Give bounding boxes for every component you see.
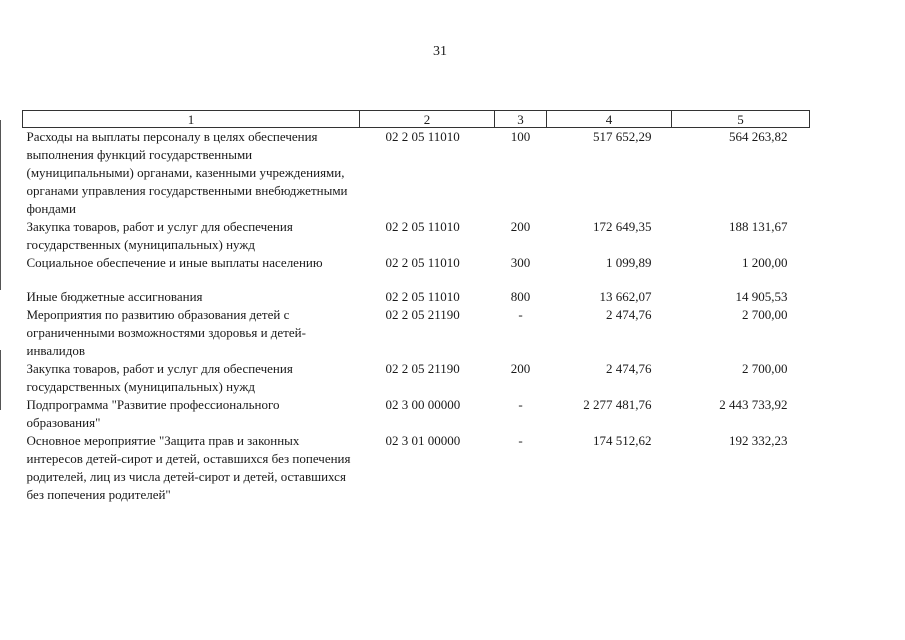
row-code: 02 3 01 00000 xyxy=(385,433,461,448)
column-header: 2 xyxy=(360,111,495,128)
row-name: Подпрограмма "Развитие профессионального образования" xyxy=(26,397,280,430)
row-kind: - xyxy=(518,307,523,322)
page-number: 31 xyxy=(433,44,447,59)
row-kind: - xyxy=(518,433,523,448)
row-kind: 200 xyxy=(510,219,531,234)
row-kind: - xyxy=(518,397,523,412)
row-value-1: 172 649,35 xyxy=(593,219,652,234)
row-name: Расходы на выплаты персоналу в целях обеспечения выполнения функций государственными (муниципальными) органами, казенными учреждениями, органами управления государственными внебюджетными фондами xyxy=(26,129,348,216)
table-row xyxy=(23,306,810,360)
row-code: 02 3 00 00000 xyxy=(385,397,461,412)
row-value-1: 174 512,62 xyxy=(593,433,652,448)
row-code: 02 2 05 21190 xyxy=(385,307,460,322)
row-value-1: 517 652,29 xyxy=(593,129,652,144)
row-value-1: 2 277 481,76 xyxy=(583,397,652,412)
row-name: Основное мероприятие "Защита прав и законных интересов детей-сирот и детей, оставшихся без попечения родителей, лиц из числа детей-сирот и детей, оставшихся без попечения родителей" xyxy=(26,433,351,502)
row-name: Социальное обеспечение и иные выплаты населению xyxy=(26,255,323,270)
table-row xyxy=(23,432,810,504)
row-value-2: 564 263,82 xyxy=(729,129,788,144)
row-kind: 800 xyxy=(510,289,531,304)
column-header: 5 xyxy=(672,111,810,128)
row-value-2: 2 700,00 xyxy=(742,307,788,322)
row-value-1: 13 662,07 xyxy=(599,289,652,304)
table-row xyxy=(23,396,810,432)
budget-table xyxy=(22,110,810,504)
row-value-2: 2 700,00 xyxy=(742,361,788,376)
row-name: Мероприятия по развитию образования детей с ограниченными возможностями здоровья и детей-инвалидов xyxy=(26,307,306,358)
row-name: Закупка товаров, работ и услуг для обеспечения государственных (муниципальных) нужд xyxy=(26,361,293,394)
row-code: 02 2 05 11010 xyxy=(385,289,460,304)
table-row xyxy=(23,128,810,219)
row-name: Иные бюджетные ассигнования xyxy=(26,289,203,304)
scan-edge-mark xyxy=(0,120,1,290)
row-value-1: 1 099,89 xyxy=(606,255,652,270)
row-value-2: 192 332,23 xyxy=(729,433,788,448)
row-kind: 100 xyxy=(510,129,531,144)
scan-edge-mark xyxy=(0,350,1,410)
table-header-row xyxy=(23,111,810,128)
row-value-2: 188 131,67 xyxy=(729,219,788,234)
column-header: 4 xyxy=(547,111,672,128)
table-row xyxy=(23,360,810,396)
row-kind: 200 xyxy=(510,361,531,376)
row-name: Закупка товаров, работ и услуг для обеспечения государственных (муниципальных) нужд xyxy=(26,219,293,252)
row-code: 02 2 05 11010 xyxy=(385,255,460,270)
row-code: 02 2 05 11010 xyxy=(385,129,460,144)
row-value-2: 2 443 733,92 xyxy=(719,397,788,412)
row-value-2: 14 905,53 xyxy=(735,289,788,304)
row-kind: 300 xyxy=(510,255,531,270)
table-row xyxy=(23,288,810,306)
row-code: 02 2 05 11010 xyxy=(385,219,460,234)
budget-table-container xyxy=(22,110,809,504)
row-value-1: 2 474,76 xyxy=(606,361,652,376)
row-value-2: 1 200,00 xyxy=(742,255,788,270)
column-header: 3 xyxy=(495,111,547,128)
column-header: 1 xyxy=(23,111,360,128)
table-row xyxy=(23,218,810,254)
row-value-1: 2 474,76 xyxy=(606,307,652,322)
row-code: 02 2 05 21190 xyxy=(385,361,460,376)
table-row xyxy=(23,254,810,288)
